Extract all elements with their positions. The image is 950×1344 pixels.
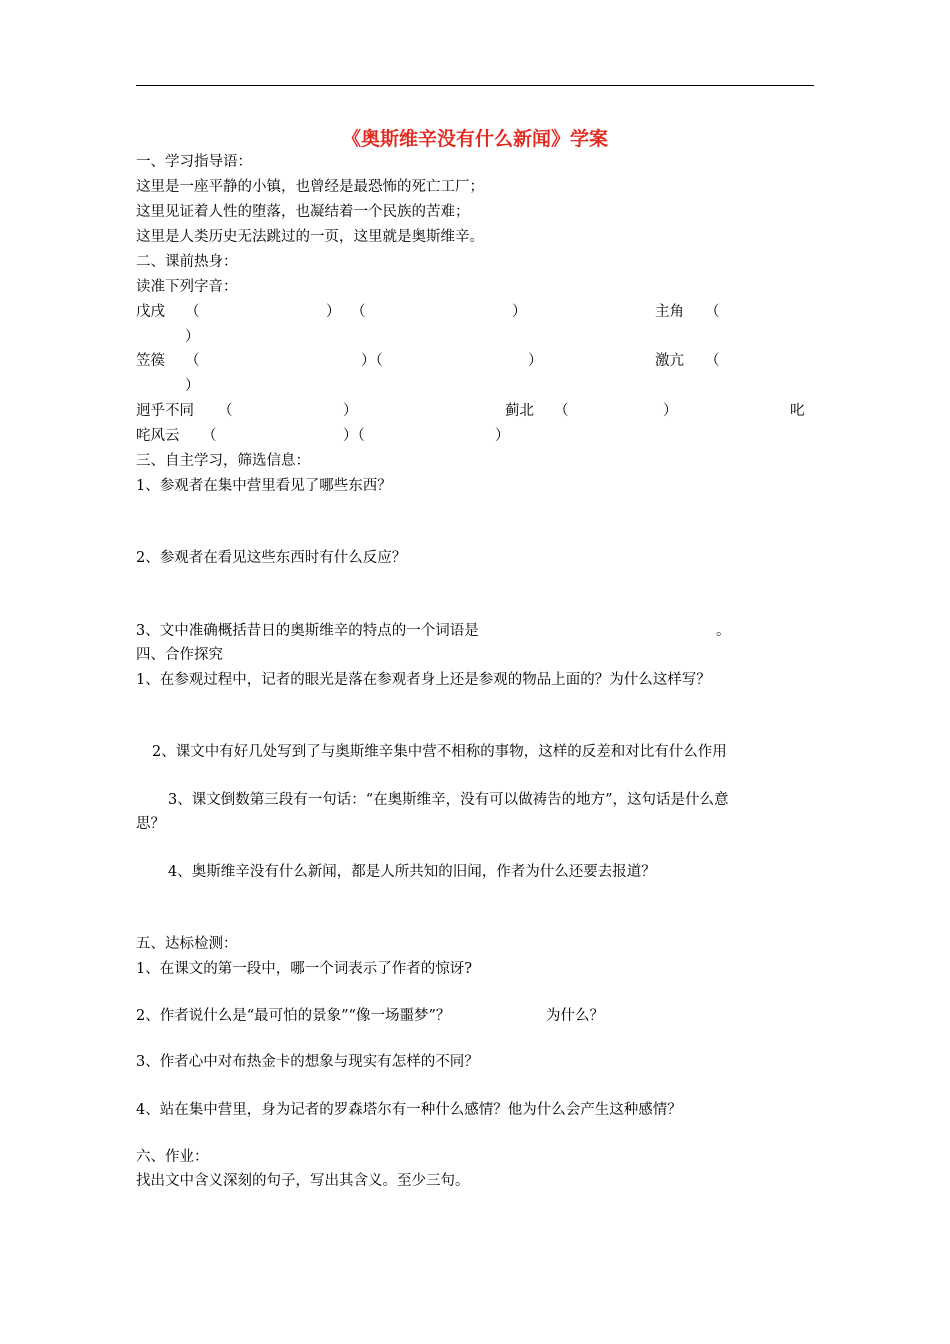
bracket: ）	[185, 378, 200, 394]
intro-line-2: 这里见证着人性的堕落，也凝结着一个民族的苦难；	[136, 204, 470, 220]
bracket: （	[705, 353, 720, 369]
bracket: （	[351, 304, 366, 320]
bracket: （	[185, 304, 200, 320]
question-5-4: 4、站在集中营里，身为记者的罗森塔尔有一种什么感情？他为什么会产生这种感情？	[136, 1102, 682, 1118]
word: 蓟北	[505, 403, 534, 419]
intro-line-1: 这里是一座平静的小镇，也曾经是最恐怖的死亡工厂；	[136, 179, 484, 195]
page-title: 《奥斯维辛没有什么新闻》学案	[341, 128, 608, 150]
bracket: ）	[343, 403, 358, 419]
bracket: ）（	[343, 428, 365, 444]
section-4-heading: 四、合作探究	[136, 647, 223, 663]
question-4-2: 2、课文中有好几处写到了与奥斯维辛集中营不相称的事物，这样的反差和对比有什么作用	[152, 744, 727, 760]
bracket: （	[185, 353, 200, 369]
question-3-3-end: 。	[716, 623, 731, 639]
bracket: ）	[326, 304, 341, 320]
bracket: （	[554, 403, 569, 419]
bracket: ）	[528, 353, 543, 369]
bracket: ）	[512, 304, 527, 320]
bracket: ）（	[361, 353, 383, 369]
word: 激亢	[655, 353, 684, 369]
question-4-3: 3、课文倒数第三段有一句话：“在奥斯维辛，没有可以做祷告的地方”，这句话是什么意	[168, 792, 729, 808]
section-6-heading: 六、作业：	[136, 1149, 209, 1165]
question-4-4: 4、奥斯维辛没有什么新闻，都是人所共知的旧闻，作者为什么还要去报道？	[168, 864, 656, 880]
word: 迥乎不同	[136, 403, 194, 419]
header-rule	[136, 85, 814, 86]
word: 戊戌	[136, 304, 165, 320]
section-5-heading: 五、达标检测：	[136, 936, 238, 952]
bracket: ）	[495, 428, 510, 444]
question-3-2: 2、参观者在看见这些东西时有什么反应？	[136, 550, 407, 566]
section-2-heading: 二、课前热身：	[136, 254, 238, 270]
word: 笠篌	[136, 353, 165, 369]
bracket: （	[705, 304, 720, 320]
word: 主角	[655, 304, 684, 320]
question-4-3-cont: 思？	[136, 816, 165, 832]
question-5-1: 1、在课文的第一段中，哪一个词表示了作者的惊讶?	[136, 961, 472, 977]
intro-line-3: 这里是人类历史无法跳过的一页，这里就是奥斯维辛。	[136, 229, 484, 245]
question-3-3: 3、文中准确概括昔日的奥斯维辛的特点的一个词语是	[136, 623, 479, 639]
word: 叱	[790, 403, 805, 419]
homework-text: 找出文中含义深刻的句子，写出其含义。至少三句。	[136, 1173, 470, 1189]
question-5-2: 2、作者说什么是“最可怕的景象”“像一场噩梦”？	[136, 1008, 451, 1024]
bracket: ）	[185, 329, 200, 345]
bracket: ）	[663, 403, 678, 419]
question-5-2-why: 为什么？	[546, 1008, 604, 1024]
question-4-1: 1、在参观过程中，记者的眼光是落在参观者身上还是参观的物品上面的？为什么这样写？	[136, 672, 711, 688]
section-3-heading: 三、自主学习，筛选信息：	[136, 453, 310, 469]
question-5-3: 3、作者心中对布热金卡的想象与现实有怎样的不同？	[136, 1054, 479, 1070]
section-1-heading: 一、学习指导语：	[136, 154, 252, 170]
pronunciation-intro: 读准下列字音：	[136, 279, 238, 295]
word: 咤风云	[136, 428, 180, 444]
bracket: （	[202, 428, 217, 444]
question-3-1: 1、参观者在集中营里看见了哪些东西？	[136, 478, 392, 494]
bracket: （	[218, 403, 233, 419]
